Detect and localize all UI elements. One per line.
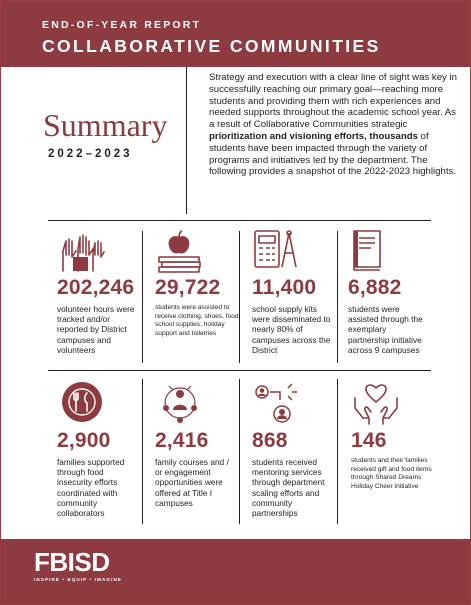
stat-value: 202,246 xyxy=(57,276,135,299)
stat-value: 11,400 xyxy=(252,276,317,299)
fork-knife-icon xyxy=(57,380,107,426)
intro-paragraph xyxy=(209,72,457,178)
stat-value: 2,416 xyxy=(155,429,209,452)
stat-description: families supported through food insecurity efforts coordinated with community collaborators xyxy=(57,457,125,519)
stat-description: volunteer hours were tracked and/or reported by District campuses and volunteers xyxy=(57,304,135,355)
stat-volunteer-hours xyxy=(57,227,149,355)
apple-books-icon xyxy=(155,227,205,273)
intro-text-bold: prioritization and visioning efforts, thousands xyxy=(209,130,418,142)
section-divider-middle xyxy=(48,370,431,371)
stat-families-food xyxy=(57,380,149,518)
stat-partnership-students xyxy=(348,227,440,355)
stat-family-courses xyxy=(155,380,247,508)
intro-divider xyxy=(186,67,187,214)
stat-description: students were assisted through the exemplary partnership initiative across 9 campuses xyxy=(348,304,423,355)
mentoring-icon xyxy=(252,380,302,426)
stat-description: school supply kits were disseminated to nearly 80% of campuses across the District xyxy=(252,304,331,355)
stat-value: 29,722 xyxy=(155,276,221,299)
stat-value: 146 xyxy=(351,429,387,452)
logo-tagline: INSPIRE • EQUIP • IMAGINE xyxy=(34,577,123,582)
summary-heading: Summary xyxy=(43,107,168,143)
stat-school-supply-kits xyxy=(252,227,344,355)
stat-description: students received mentoring services through department scaling efforts and community partnerships xyxy=(252,457,325,519)
stat-description: students were assisted to receive clothing, shoes, food, school supplies, holiday support and toiletries xyxy=(155,304,241,337)
section-divider-top xyxy=(48,220,431,221)
stat-description: students and their families received gift and food items through Shared Dreams Holiday Cheer initiative xyxy=(351,457,432,490)
stat-mentoring xyxy=(252,380,344,518)
stat-value: 2,900 xyxy=(57,429,111,452)
logo-wordmark: FBISD xyxy=(34,547,110,577)
intro-text-end: of students have been impacted through the variety of programs and initiatives led by the department. The following provides a snapshot of the 2022-2023 highlights. xyxy=(209,130,456,178)
heart-hands-icon xyxy=(351,380,401,426)
report-eyebrow: END-OF-YEAR REPORT xyxy=(42,19,202,31)
stat-holiday-cheer xyxy=(351,380,443,491)
book-icon xyxy=(348,227,398,273)
report-title: COLLABORATIVE COMMUNITIES xyxy=(42,36,381,56)
family-network-icon xyxy=(155,380,205,426)
stat-students-assisted xyxy=(155,227,247,338)
header-band xyxy=(1,1,470,67)
school-supplies-icon xyxy=(252,227,302,273)
raised-hands-icon xyxy=(57,227,107,273)
footer-band xyxy=(1,539,470,604)
summary-year: 2022–2023 xyxy=(48,148,133,160)
stat-value: 6,882 xyxy=(348,276,402,299)
stat-value: 868 xyxy=(252,429,288,452)
intro-text-start: Strategy and execution with a clear line of sight was key in successfully reaching our primary goal—reaching more students and providing them with rich experiences and needed supports throughout the academic school year. As a result of Collaborative Communities strategic xyxy=(209,72,457,131)
stat-description: family courses and / or engagement opportunities were offered at Title I campuses xyxy=(155,457,229,508)
fbisd-logo xyxy=(34,547,122,582)
